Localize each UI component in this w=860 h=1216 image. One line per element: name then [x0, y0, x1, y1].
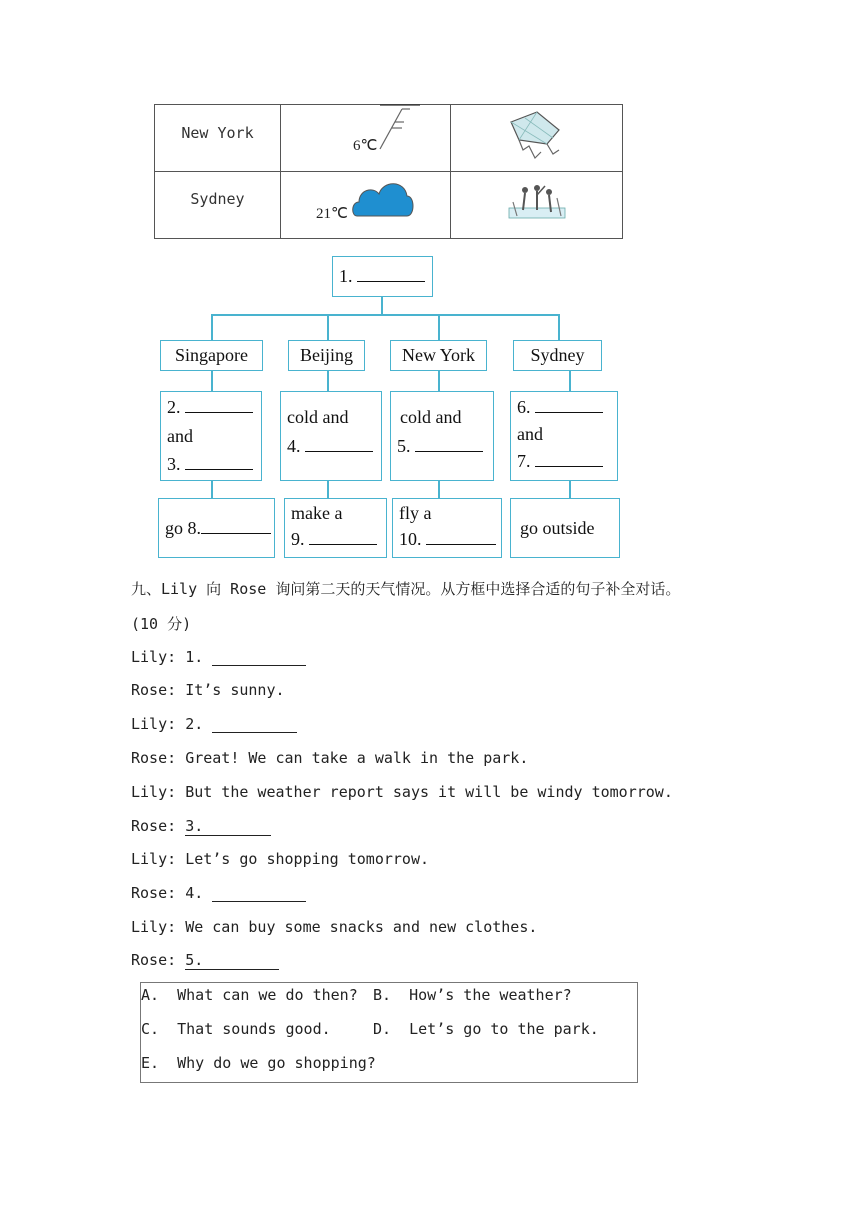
dialogue-line — [131, 681, 285, 699]
blank-number: 6. — [517, 397, 531, 417]
cell-text: and — [517, 424, 543, 444]
connector — [438, 370, 440, 392]
dialogue-line — [131, 749, 528, 767]
connector — [211, 314, 559, 316]
table-row — [155, 172, 623, 239]
speaker: Rose: — [131, 817, 177, 835]
temperature-value: 21℃ — [316, 206, 348, 222]
line-text: Great! We can take a walk in the park. — [185, 749, 529, 767]
connector — [569, 370, 571, 392]
activity-cell — [451, 105, 623, 172]
cell-text: fly a — [399, 503, 432, 523]
line-text: 2. — [185, 715, 204, 733]
speaker: Lily: — [131, 850, 177, 868]
weather-diagram — [154, 252, 628, 562]
windy-flag-icon — [378, 103, 426, 151]
city-box-singapore — [160, 340, 263, 371]
connector — [211, 314, 213, 341]
line-text: It’s sunny. — [185, 681, 285, 699]
dialogue-line — [131, 884, 306, 902]
cell-text: and — [167, 426, 193, 446]
line-text: 4. — [185, 884, 204, 902]
section-title: 九、Lily 向 Rose 询问第二天的天气情况。从方框中选择合适的句子补全对话。 — [131, 580, 681, 598]
line-text: We can buy some snacks and new clothes. — [185, 918, 538, 936]
city-label: Singapore — [175, 345, 248, 365]
weather-box-sydney — [510, 391, 618, 481]
dialogue-line — [131, 918, 537, 936]
kite-icon — [507, 110, 567, 165]
activity-box-new-york — [392, 498, 502, 558]
speaker: Rose: — [131, 681, 177, 699]
topic-box — [332, 256, 433, 297]
dialogue-line — [131, 648, 306, 666]
connector — [327, 370, 329, 392]
speaker: Lily: — [131, 783, 177, 801]
city-label: Beijing — [300, 345, 353, 365]
activity-box-beijing — [284, 498, 387, 558]
dialogue-line — [131, 715, 297, 733]
speaker: Lily: — [131, 918, 177, 936]
connector — [569, 480, 571, 499]
answer-blank[interactable] — [212, 718, 297, 733]
cell-text: go outside — [520, 518, 595, 538]
blank-number: 10. — [399, 529, 422, 549]
cell-text: make a — [291, 503, 343, 523]
answer-blank[interactable] — [212, 651, 306, 666]
blank-number: 5. — [397, 436, 411, 456]
weather-box-new-york — [390, 391, 494, 481]
options-box — [140, 982, 638, 1083]
city-cell — [155, 172, 281, 239]
section-points: (10 分) — [131, 615, 192, 633]
connector — [327, 314, 329, 341]
temperature-cell — [281, 172, 451, 239]
option-b: B. How’s the weather? — [373, 986, 572, 1004]
line-text: 3. — [185, 817, 204, 835]
answer-blank[interactable] — [185, 951, 279, 970]
line-text: But the weather report says it will be windy tomorrow. — [185, 783, 673, 801]
blank-number: 3. — [167, 454, 181, 474]
dialogue-line — [131, 951, 279, 970]
blank-number: 2. — [167, 397, 181, 417]
city-name: Sydney — [190, 190, 245, 208]
connector — [558, 314, 560, 341]
line-text: 1. — [185, 648, 204, 666]
city-label: Sydney — [530, 345, 585, 365]
activity-box-sydney — [510, 498, 620, 558]
city-name: New York — [181, 124, 254, 142]
dialogue-line — [131, 817, 271, 836]
connector — [327, 480, 329, 499]
activity-box-singapore — [158, 498, 275, 558]
connector — [381, 296, 383, 314]
city-box-beijing — [288, 340, 365, 371]
city-box-new-york — [390, 340, 487, 371]
speaker: Rose: — [131, 951, 177, 969]
temperature-cell — [281, 105, 451, 172]
weather-table — [154, 104, 623, 239]
weather-box-beijing — [280, 391, 382, 481]
blank-number: 1. — [339, 266, 353, 286]
connector — [211, 480, 213, 499]
connector — [211, 370, 213, 392]
dialogue-line — [131, 783, 673, 801]
speaker: Rose: — [131, 884, 177, 902]
connector — [438, 314, 440, 341]
weather-box-singapore — [160, 391, 262, 481]
city-label: New York — [401, 345, 475, 365]
table-row — [155, 105, 623, 172]
city-box-sydney — [513, 340, 602, 371]
speaker: Lily: — [131, 715, 177, 733]
speaker: Rose: — [131, 749, 177, 767]
blank-number: 7. — [517, 451, 531, 471]
blank-number: 9. — [291, 529, 305, 549]
city-cell — [155, 105, 281, 172]
connector — [438, 480, 440, 499]
cell-text: cold and — [400, 407, 462, 427]
answer-blank[interactable] — [212, 887, 306, 902]
blank-number: 4. — [287, 436, 301, 456]
people-outdoors-icon — [507, 180, 567, 226]
activity-cell — [451, 172, 623, 239]
option-e: E. Why do we go shopping? — [141, 1054, 376, 1072]
answer-blank[interactable] — [185, 817, 271, 836]
option-c: C. That sounds good. — [141, 1020, 331, 1038]
dialogue-line — [131, 850, 429, 868]
option-d: D. Let’s go to the park. — [373, 1020, 599, 1038]
cell-text: cold and — [287, 407, 349, 427]
line-text: 5. — [185, 951, 204, 969]
blank-number: go 8. — [165, 518, 201, 538]
cloud-icon — [351, 176, 415, 222]
option-a: A. What can we do then? — [141, 986, 358, 1004]
line-text: Let’s go shopping tomorrow. — [185, 850, 430, 868]
speaker: Lily: — [131, 648, 177, 666]
temperature-value: 6℃ — [353, 138, 378, 154]
